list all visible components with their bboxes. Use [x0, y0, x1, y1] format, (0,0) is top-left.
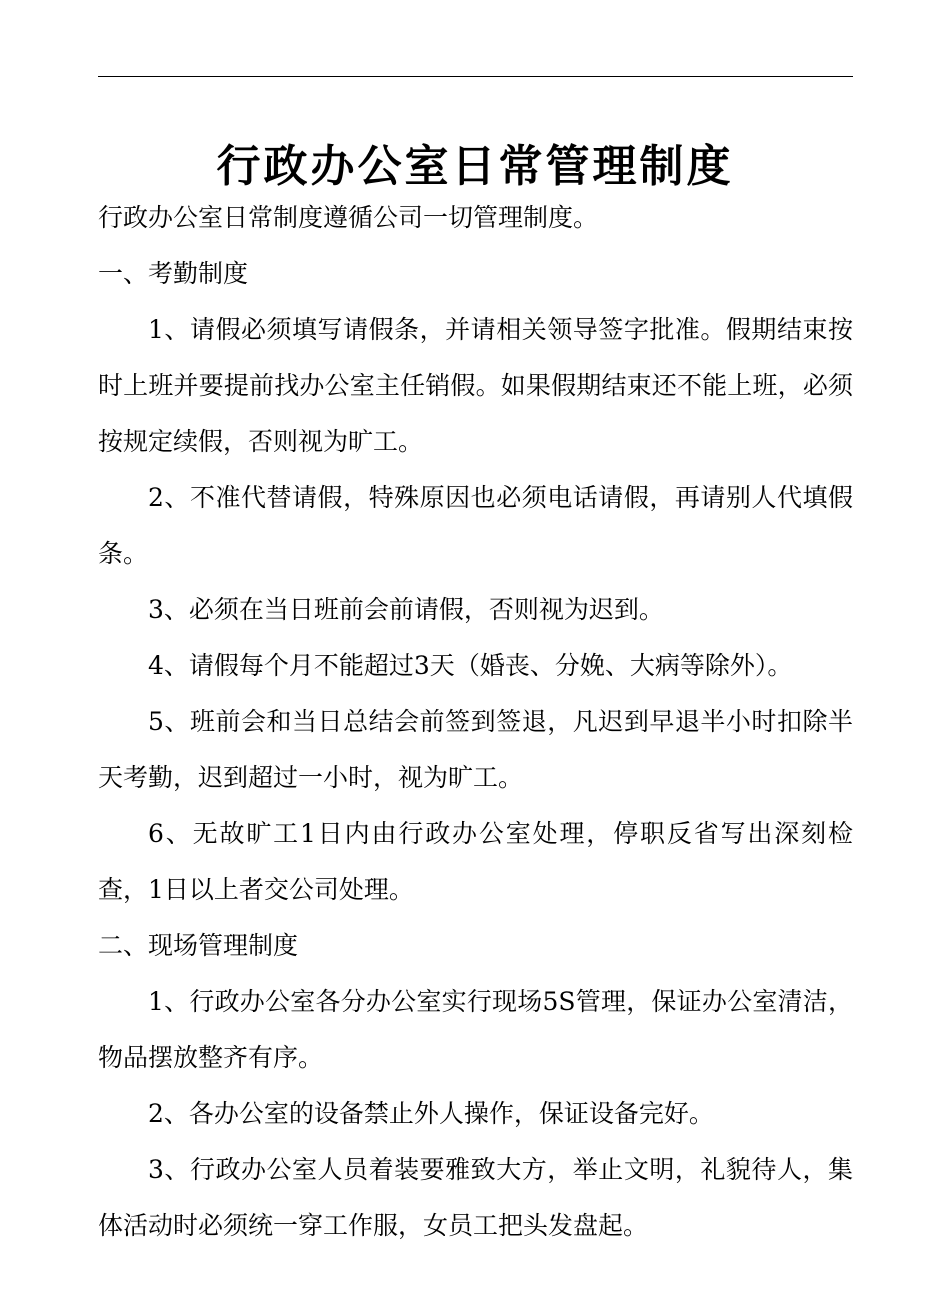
- document-body: [98, 190, 853, 1254]
- section-heading-onsite: 二、现场管理制度: [98, 931, 299, 960]
- onsite-rule-2: 2、各办公室的设备禁止外人操作，保证设备完好。: [148, 1099, 714, 1128]
- intro-paragraph: 行政办公室日常制度遵循公司一切管理制度。: [98, 203, 599, 232]
- attendance-rule-1: 1、请假必须填写请假条，并请相关领导签字批准。假期结束按时上班并要提前找办公室主任销假。如果假期结束还不能上班，必须按规定续假，否则视为旷工。: [98, 315, 853, 456]
- section-heading-attendance: 一、考勤制度: [98, 259, 249, 288]
- attendance-rule-2: 2、不准代替请假，特殊原因也必须电话请假，再请别人代填假条。: [98, 483, 853, 568]
- attendance-rule-3: 3、必须在当日班前会前请假，否则视为迟到。: [148, 595, 664, 624]
- onsite-rule-3: 3、行政办公室人员着装要雅致大方，举止文明，礼貌待人，集体活动时必须统一穿工作服，女员工把头发盘起。: [98, 1155, 853, 1240]
- attendance-rule-6: 6、无故旷工1日内由行政办公室处理，停职反省写出深刻检查，1日以上者交公司处理。: [98, 819, 853, 904]
- header-rule: [98, 76, 853, 77]
- document-title: 行政办公室日常管理制度: [216, 141, 734, 193]
- attendance-rule-4: 4、请假每个月不能超过3天（婚丧、分娩、大病等除外）。: [148, 651, 793, 680]
- attendance-rule-5: 5、班前会和当日总结会前签到签退，凡迟到早退半小时扣除半天考勤，迟到超过一小时，视为旷工。: [98, 707, 853, 792]
- onsite-rule-1: 1、行政办公室各分办公室实行现场5S管理，保证办公室清洁，物品摆放整齐有序。: [98, 987, 853, 1072]
